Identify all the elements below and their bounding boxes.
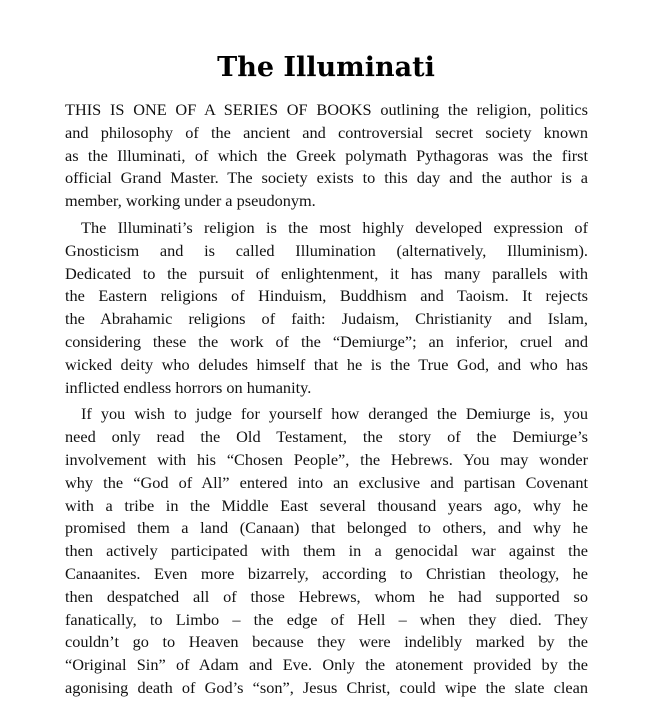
text-line: the Abrahamic religions of faith: Judaism, Christianity and Islam, — [65, 309, 588, 329]
text-line: then actively participated with them in a genocidal war against the — [65, 541, 588, 561]
paragraph-3 — [65, 403, 588, 699]
text-line: wicked deity who deludes himself that he is the True God, and who has — [65, 354, 588, 374]
text-line: with a tribe in the Middle East several thousand years ago, why he — [65, 495, 588, 515]
text-line: THIS IS ONE OF A SERIES OF BOOKS outlining the religion, politics — [65, 100, 588, 119]
text-line: promised them a land (Canaan) that belonged to others, and why he — [65, 518, 588, 538]
page-title: The Illuminati — [217, 52, 435, 83]
text-line: official Grand Master. The society exists to this day and the author is a — [65, 168, 588, 188]
text-line: couldn’t go to Heaven because they were indelibly marked by the — [65, 632, 588, 652]
text-line: need only read the Old Testament, the story of the Demiurge’s — [65, 427, 588, 447]
body-text — [65, 99, 588, 700]
text-line: Gnosticism and is called Illumination (alternatively, Illuminism). — [65, 240, 588, 260]
text-line: agonising death of God’s “son”, Jesus Christ, could wipe the slate clean — [65, 677, 588, 697]
text-line: member, working under a pseudonym. — [65, 191, 316, 211]
text-line: If you wish to judge for yourself how deranged the Demiurge is, you — [81, 404, 588, 424]
text-line: Canaanites. Even more bizarrely, according to Christian theology, he — [65, 563, 588, 583]
paragraph-2 — [65, 217, 588, 399]
text-line: considering these the work of the “Demiurge”; an inferior, cruel and — [65, 331, 588, 351]
text-line: Dedicated to the pursuit of enlightenment, it has many parallels with — [65, 263, 588, 283]
text-line: inflicted endless horrors on humanity. — [65, 377, 312, 397]
text-line: involvement with his “Chosen People”, the Hebrews. You may wonder — [65, 449, 588, 469]
text-line: why the “God of All” entered into an exclusive and partisan Covenant — [65, 472, 588, 492]
text-line: The Illuminati’s religion is the most highly developed expression of — [81, 217, 588, 237]
text-line: as the Illuminati, of which the Greek polymath Pythagoras was the first — [65, 145, 588, 165]
text-line: “Original Sin” of Adam and Eve. Only the atonement provided by the — [65, 655, 588, 675]
paragraph-1 — [65, 99, 588, 213]
text-line: fanatically, to Limbo – the edge of Hell – when they died. They — [65, 609, 588, 629]
text-line: the Eastern religions of Hinduism, Buddhism and Taoism. It rejects — [65, 286, 588, 306]
text-line: then despatched all of those Hebrews, whom he had supported so — [65, 586, 588, 606]
text-line: and philosophy of the ancient and controversial secret society known — [65, 122, 588, 142]
